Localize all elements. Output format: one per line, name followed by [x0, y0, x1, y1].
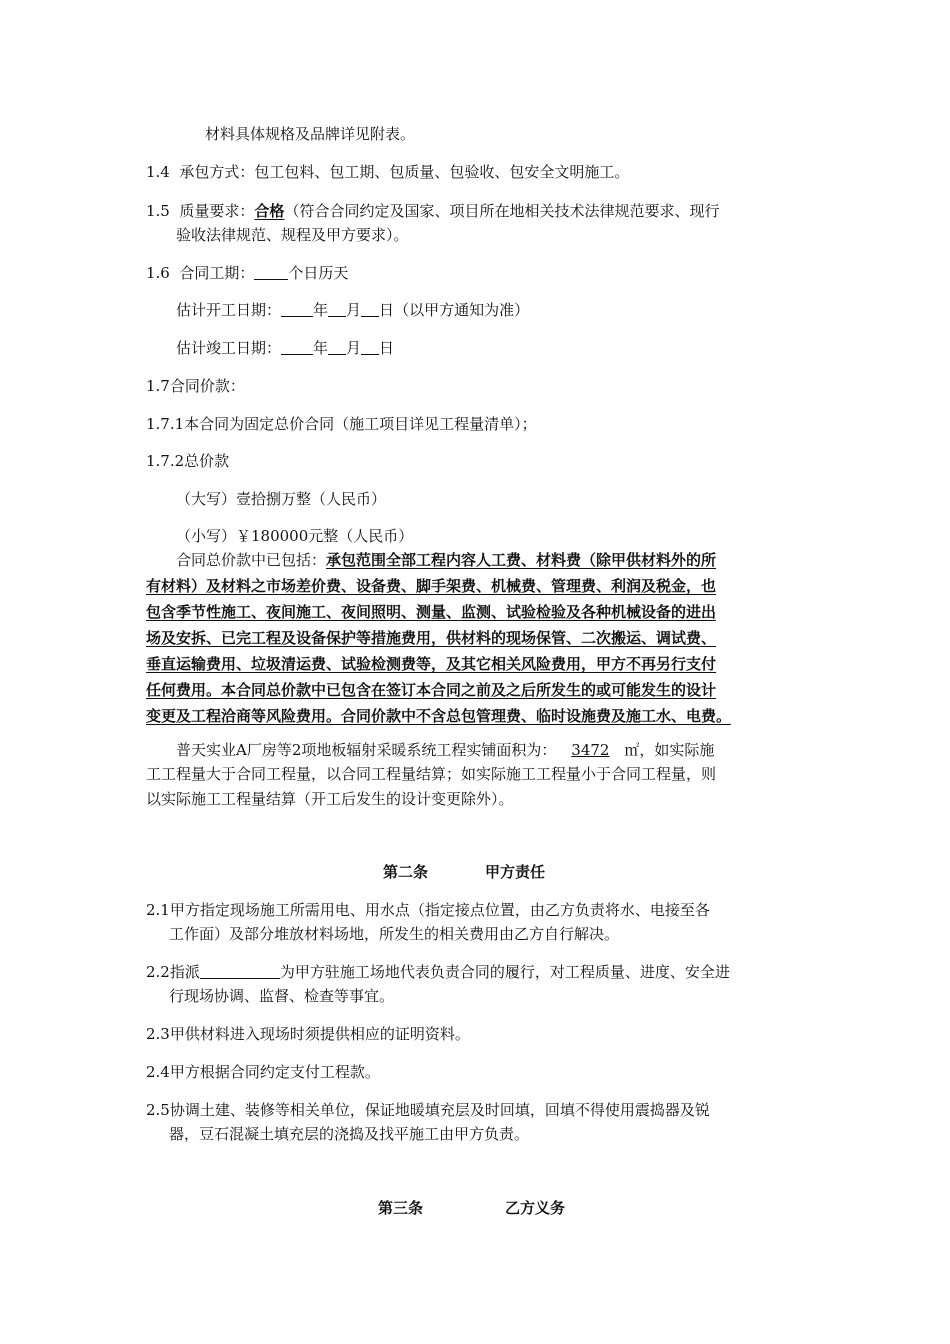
- material-note: 材料具体规格及品牌详见附表。: [205, 125, 416, 143]
- duration-suffix: 个日历天: [288, 264, 349, 282]
- inclusions-line-1: [176, 549, 716, 571]
- end-day-blank[interactable]: [361, 339, 379, 355]
- area-suffix: ㎡，如实际施: [624, 741, 715, 759]
- start-day-blank[interactable]: [361, 301, 379, 317]
- clause-text: （符合合同约定及国家、项目所在地相关技术法律规范要求、现行: [284, 202, 720, 220]
- price-lower-case: （小写）￥180000元整（人民币）: [176, 527, 414, 545]
- clause-2-3: 2.3甲供材料进入现场时须提供相应的证明资料。: [146, 1025, 470, 1043]
- inclusions-line-5: 垂直运输费用、垃圾清运费、试验检测费等，及其它相关风险费用，甲方不再另行支付: [146, 655, 717, 673]
- month-label: 月: [346, 339, 362, 357]
- clause-1-7: 1.7合同价款：: [146, 377, 245, 395]
- area-line-1: [176, 739, 714, 761]
- clause-1-5-cont: 验收法律规范、规程及甲方要求）。: [176, 226, 409, 244]
- duration-blank[interactable]: [254, 264, 288, 280]
- clause-label: 质量要求：: [179, 202, 255, 220]
- inclusions-line-7: 变更及工程洽商等风险费用。合同价款中不含总包管理费、临时设施费及施工水、电费。: [146, 707, 732, 725]
- clause-number: 1.4: [146, 163, 170, 181]
- clause-2-2-prefix: 2.2指派: [146, 963, 200, 981]
- clause-2-2-cont: 行现场协调、监督、检查等事宜。: [169, 987, 395, 1005]
- area-value: 3472: [571, 741, 610, 759]
- clause-label: 合同工期：: [179, 264, 255, 282]
- article-2-number: 第二条: [383, 863, 429, 881]
- representative-blank[interactable]: [200, 963, 280, 979]
- start-date-line: [176, 299, 529, 321]
- end-month-blank[interactable]: [328, 339, 346, 355]
- clause-2-2: [146, 961, 730, 983]
- area-line-2: 工工程量大于合同工程量，以合同工程量结算；如实际施工工程量小于合同工程量，则: [146, 765, 717, 783]
- clause-2-1-cont: 工作面）及部分堆放材料场地，所发生的相关费用由乙方自行解决。: [169, 925, 620, 943]
- year-label: 年: [313, 301, 329, 319]
- clause-2-5-cont: 器，豆石混凝土填充层的浇捣及找平施工由甲方负责。: [169, 1125, 530, 1143]
- quality-value: 合格: [254, 202, 285, 220]
- clause-2-1: 2.1甲方指定现场施工所需用电、用水点（指定接点位置，由乙方负责将水、电接至各: [146, 901, 710, 919]
- start-month-blank[interactable]: [328, 301, 346, 317]
- price-upper-case: （大写）壹拾捌万整（人民币）: [176, 490, 387, 508]
- day-label: 日: [379, 339, 395, 357]
- article-3-title: 乙方义务: [505, 1199, 566, 1217]
- inclusions-prefix: 合同总价款中已包括：: [176, 551, 327, 569]
- inclusions-line-3: 包含季节性施工、夜间施工、夜间照明、测量、监测、试验检验及各种机械设备的进出: [146, 603, 717, 621]
- end-date-label: 估计竣工日期：: [176, 339, 282, 357]
- article-2-title: 甲方责任: [485, 863, 546, 881]
- area-prefix: 普天实业A厂房等2项地板辐射采暖系统工程实铺面积为：: [176, 741, 557, 759]
- start-note: （以甲方通知为准）: [394, 301, 530, 319]
- clause-2-4: 2.4甲方根据合同约定支付工程款。: [146, 1063, 380, 1081]
- inclusions-line-4: 场及安拆、已完工程及设备保护等措施费用，供材料的现场保管、二次搬运、调试费、: [146, 629, 717, 647]
- inclusions-line-6: 任何费用。本合同总价款中已包含在签订本合同之前及之后所发生的或可能发生的设计: [146, 681, 717, 699]
- clause-number: 1.6: [146, 264, 170, 282]
- start-date-label: 估计开工日期：: [176, 301, 282, 319]
- inclusions-text: 承包范围全部工程内容人工费、材料费（除甲供材料外的所: [326, 551, 717, 569]
- article-3-number: 第三条: [378, 1199, 424, 1217]
- area-line-3: 以实际施工工程量结算（开工后发生的设计变更除外）。: [146, 790, 514, 808]
- clause-1-6: [146, 262, 348, 284]
- clause-1-5: [146, 200, 719, 222]
- month-label: 月: [346, 301, 362, 319]
- clause-1-7-2: 1.7.2总价款: [146, 452, 230, 470]
- clause-text: 承包方式：包工包料、包工期、包质量、包验收、包安全文明施工。: [179, 163, 630, 181]
- end-year-blank[interactable]: [281, 339, 313, 355]
- clause-number: 1.5: [146, 202, 170, 220]
- end-date-line: [176, 337, 394, 359]
- clause-2-2-suffix: 为甲方驻施工场地代表负责合同的履行，对工程质量、进度、安全进: [279, 963, 730, 981]
- clause-2-5: 2.5协调土建、装修等相关单位，保证地暖填充层及时回填，回填不得使用震捣器及锐: [146, 1101, 710, 1119]
- start-year-blank[interactable]: [281, 301, 313, 317]
- day-label: 日: [379, 301, 395, 319]
- clause-1-4: [146, 161, 629, 183]
- clause-1-7-1: 1.7.1本合同为固定总价合同（施工项目详见工程量清单）；: [146, 415, 537, 433]
- inclusions-line-2: 有材料）及材料之市场差价费、设备费、脚手架费、机械费、管理费、利润及税金，也: [146, 577, 717, 595]
- year-label: 年: [313, 339, 329, 357]
